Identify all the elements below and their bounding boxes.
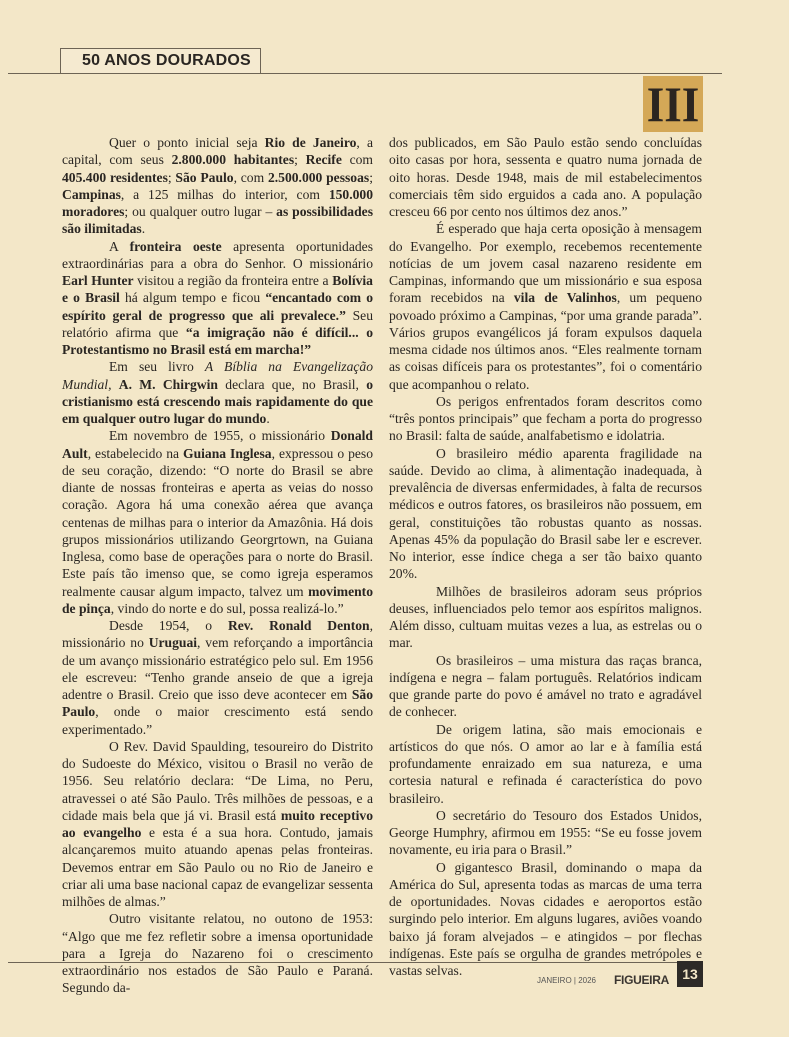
- body-text: há algum tempo e ficou: [119, 290, 266, 306]
- bold-text: o cristianismo está crescendo mais rapidamente do que em qualquer outro lugar do mundo: [62, 376, 373, 426]
- article-paragraph: [389, 807, 702, 859]
- body-text: ;: [294, 152, 306, 168]
- body-text: ;: [167, 169, 176, 185]
- footer-rule: [8, 962, 678, 963]
- body-text: , onde o maior crescimento está sendo experimentado.”: [62, 704, 373, 737]
- issue-date: JANEIRO | 2026: [537, 976, 596, 985]
- article-column-right: [389, 134, 702, 979]
- bold-text: vila de Valinhos: [513, 290, 617, 306]
- bold-text: São Paulo: [62, 687, 373, 720]
- bold-text: 405.400 residentes: [62, 169, 168, 185]
- italic-text: A Bíblia na Evangelização Mundial,: [62, 359, 374, 392]
- article-paragraph: [62, 738, 373, 911]
- bold-text: A. M. Chirgwin: [118, 376, 218, 392]
- body-text: Os perigos enfrentados foram descritos como “três pontos principais” que fecham a porta do progresso no Brasil: falta de saúde, analfabetismo e idolatria.: [389, 393, 702, 444]
- body-text: É esperado que haja certa oposição à mensagem do Evangelho. Por exemplo, recebemos recentemente notícias de um jovem casal nazareno residente em Campinas, informando que um missionário e sua esposa foram recebidos na: [389, 221, 702, 306]
- body-text: , a 125 milhas do interior, com: [120, 186, 329, 202]
- article-paragraph: [62, 910, 373, 996]
- bold-text: 2.800.000 habitantes: [171, 152, 295, 168]
- body-text: declara que, no Brasil,: [217, 376, 367, 392]
- section-title: 50 ANOS DOURADOS: [82, 52, 251, 69]
- body-text: , missionário no: [62, 618, 373, 651]
- article-paragraph: [62, 617, 373, 738]
- bold-text: Earl Hunter: [62, 273, 134, 288]
- bold-text: Rio de Janeiro: [264, 135, 357, 150]
- body-text: O secretário do Tesouro dos Estados Unidos, George Humphry, afirmou em 1955: “Se eu fosse jovem novamente, eu iria para o Brasil.”: [389, 807, 702, 858]
- article-paragraph: [389, 445, 702, 583]
- bold-text: “encantado com o espírito geral de progresso que ali prevalece.”: [62, 290, 373, 323]
- article-paragraph: [389, 393, 702, 445]
- bold-text: Bolívia e o Brasil: [62, 273, 373, 306]
- section-label-box: [60, 48, 261, 73]
- bold-text: Campinas: [62, 186, 121, 202]
- body-text: .: [266, 411, 270, 426]
- body-text: Em seu livro: [109, 359, 205, 375]
- body-text: Milhões de brasileiros adoram seus próprios deuses, influenciados pelo temor aos espíritos malignos. Além disso, cultuam muitas vezes a lua, as estrelas ou o mar.: [389, 583, 702, 651]
- article-paragraph: [62, 427, 373, 617]
- article-paragraph: [62, 358, 373, 427]
- body-text: De origem latina, são mais emocionais e artísticos do que nós. O amor ao lar e à família está profundamente enraizado em sua natureza, e uma cortesia natural e refinada é característica do povo brasileiro.: [389, 721, 702, 806]
- header-rule: [8, 73, 722, 74]
- bold-text: fronteira oeste: [129, 238, 222, 254]
- body-text: , a capital, com seus: [62, 135, 373, 168]
- bold-text: 2.500.000 pessoas: [267, 169, 370, 185]
- body-text: , expressou o peso de seu coração, dizendo: “O norte do Brasil se abre diante de nossas fronteiras e aperta as veias do nosso coração. Agora há uma conexão aérea que avança centenas de milhas para o interior da Amazônia. Há dois grupos missionários utilizando Georgrtown, na Guiana Inglesa, como base de operações para o norte do Brasil. Este país tão imenso que, se como igreja esperamos realmente causar algum impacto, talvez um: [62, 445, 374, 599]
- bold-text: São Paulo: [175, 169, 234, 185]
- body-text: ; ou qualquer outro lugar –: [124, 204, 277, 219]
- bold-text: “a imigração não é difícil... o Protestantismo no Brasil está em marcha!”: [62, 324, 373, 357]
- bold-text: as possibilidades são ilimitadas: [62, 204, 373, 237]
- magazine-logo: FIGUEIRA: [614, 973, 669, 987]
- bold-text: 150.000 moradores: [62, 186, 373, 219]
- article-paragraph: [389, 721, 702, 807]
- bold-text: Rev. Ronald Denton: [227, 618, 370, 633]
- bold-text: Donald Ault: [62, 428, 373, 461]
- body-text: Quer o ponto inicial seja: [109, 135, 265, 150]
- body-text: Em novembro de 1955, o missionário: [109, 428, 331, 444]
- body-text: e esta é a sua hora. Contudo, jamais alcançaremos muito atuando apenas pelas fronteiras. Devemos entrar em São Paulo ou no Rio de Janeiro e criar ali uma base nacional capaz de evangelizar sessenta milhões de almas.”: [62, 825, 373, 909]
- article-paragraph: [389, 220, 702, 393]
- body-text: com: [341, 152, 373, 168]
- body-text: Os brasileiros – uma mistura das raças branca, indígena e negra – falam português. Relatórios indicam que grande parte do povo é amável no trato e agradável de conhecer.: [389, 652, 702, 720]
- bold-text: muito receptivo ao evangelho: [62, 807, 373, 840]
- chapter-numeral: III: [646, 76, 700, 132]
- body-text: O gigantesco Brasil, dominando o mapa da América do Sul, apresenta todas as marcas de uma terra de oportunidades. Novas cidades e aeroportos estão surgindo pelo interior. Em alguns lugares, aviões voando baixo já foram alvejados – e atingidos – por flechas indígenas. Este país se orgulha de grandes metrópoles e vastas selvas.: [389, 859, 702, 978]
- bold-text: Uruguai: [148, 635, 198, 651]
- body-text: visitou a região da fronteira entre a: [133, 273, 333, 288]
- page-number: 13: [677, 961, 703, 987]
- bold-text: movimento de pinça: [62, 583, 373, 616]
- article-paragraph: [389, 134, 702, 220]
- body-text: dos publicados, em São Paulo estão sendo concluídas oito casas por hora, sessenta e quatro numa jornada de oito horas. Desde 1948, mais de mil estabelecimentos comerciais têm sido erguidos a cada ano. A população cresceu 66 por cento nos últimos dez anos.”: [389, 135, 702, 219]
- body-text: Outro visitante relatou, no outono de 1953: “Algo que me fez refletir sobre a imensa oportunidade para a Igreja do Nazareno foi o crescimento extraordinário nos estados de São Paulo e Paraná. Segundo da-: [62, 911, 373, 996]
- body-text: , com: [233, 169, 268, 185]
- body-text: [111, 377, 118, 392]
- body-text: O Rev. David Spaulding, tesoureiro do Distrito do Sudoeste do México, visitou o Brasil no verão de 1956. Seu relatório declara: “De Lima, no Peru, atravessei o até São Paulo. Três milhões de pessoas, e a cidade mais bela que já vi. Brasil está: [62, 738, 373, 823]
- body-text: A: [109, 238, 130, 254]
- chapter-numeral-badge: [643, 76, 703, 132]
- body-text: Desde 1954, o: [109, 618, 228, 633]
- article-column-left: [62, 134, 373, 997]
- body-text: , um pequeno povoado próximo a Campinas, “por uma grande parada”. Vários grupos evangélicos já foram expulsos daquela mesma cidade nos últimos anos. “Eles realmente tornam as coisas difíceis para os protestantes”, foi o comentário que acompanhou o relato.: [389, 290, 702, 392]
- body-text: ;: [369, 169, 373, 185]
- body-text: .: [141, 221, 146, 237]
- body-text: O brasileiro médio aparenta fragilidade na saúde. Devido ao clima, à alimentação inadequada, à prevalência de diversas enfermidades, à falta de recursos médicos e outros fatores, os brasileiros não possuem, em geral, constituições tão robustas quanto as nossas. Apenas 45% da população do Brasil sabe ler e escrever. No interior, esse índice chega a ser tão baixo quanto 20%.: [389, 445, 702, 582]
- body-text: Seu relatório afirma que: [62, 307, 373, 340]
- bold-text: Guiana Inglesa: [183, 445, 272, 461]
- article-paragraph: [389, 583, 702, 652]
- body-text: , vem reforçando a importância de um avanço missionário estratégico pelo sul. Em 1956 ele escreveu: “Tenho grande anseio de que a igreja adentre o Brasil. Creio que isso deve acontecer em: [62, 635, 373, 702]
- body-text: apresenta oportunidades extraordinárias para a obra do Senhor. O missionário: [62, 238, 374, 271]
- article-paragraph: [389, 652, 702, 721]
- bold-text: Recife: [305, 152, 342, 168]
- body-text: , estabelecido na: [87, 445, 184, 461]
- body-text: , vindo do norte e do sul, possa realizá-lo.”: [110, 600, 344, 616]
- article-paragraph: [62, 134, 373, 238]
- article-paragraph: [62, 238, 373, 359]
